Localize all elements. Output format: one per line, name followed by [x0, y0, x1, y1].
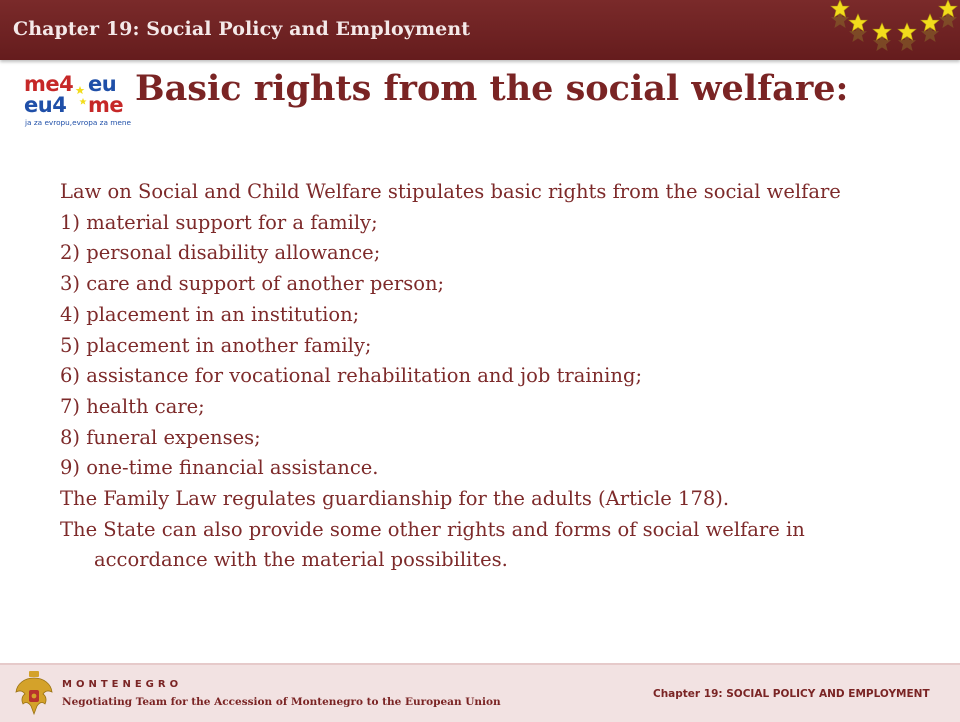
body-paragraph: The State can also provide some other rights and forms of social welfare in accordance with the material possibilites.: [60, 517, 805, 572]
svg-text:me4: me4: [24, 72, 74, 96]
eu-stars-icon: [820, 0, 960, 60]
slide-body: [60, 177, 920, 576]
footer-team: Negotiating Team for the Accession of Montenegro to the European Union: [62, 696, 501, 708]
body-paragraph: Law on Social and Child Welfare stipulates basic rights from the social welfare: [60, 180, 841, 203]
svg-text:ja za evropu,evropa za mene: ja za evropu,evropa za mene: [25, 118, 131, 127]
montenegro-crest-icon: [14, 670, 54, 716]
body-paragraph: The Family Law regulates guardianship for the adults (Article 178).: [60, 487, 730, 511]
svg-text:me: me: [88, 93, 124, 117]
list-item: 3) care and support of another person;: [60, 272, 445, 296]
list-item: 6) assistance for vocational rehabilitation and job training;: [60, 364, 643, 388]
list-item: 4) placement in an institution;: [60, 302, 360, 326]
svg-text:eu4: eu4: [24, 93, 67, 117]
list-item: 9) one-time financial assistance.: [60, 456, 379, 480]
slide-title: Basic rights from the social welfare:: [135, 68, 849, 109]
chapter-title: Chapter 19: Social Policy and Employment: [13, 18, 471, 40]
header-bar: [0, 0, 960, 60]
footer-chapter: Chapter 19: SOCIAL POLICY AND EMPLOYMENT: [653, 688, 930, 700]
list-item: 5) placement in another family;: [60, 333, 372, 357]
list-item: 1) material support for a family;: [60, 210, 378, 234]
list-item: 2) personal disability allowance;: [60, 241, 381, 265]
me4eu-logo: [24, 72, 136, 132]
list-item: 8) funeral expenses;: [60, 425, 261, 449]
footer-country: MONTENEGRO: [62, 679, 183, 690]
svg-text:eu: eu: [88, 72, 117, 96]
list-item: 7) health care;: [60, 394, 205, 418]
